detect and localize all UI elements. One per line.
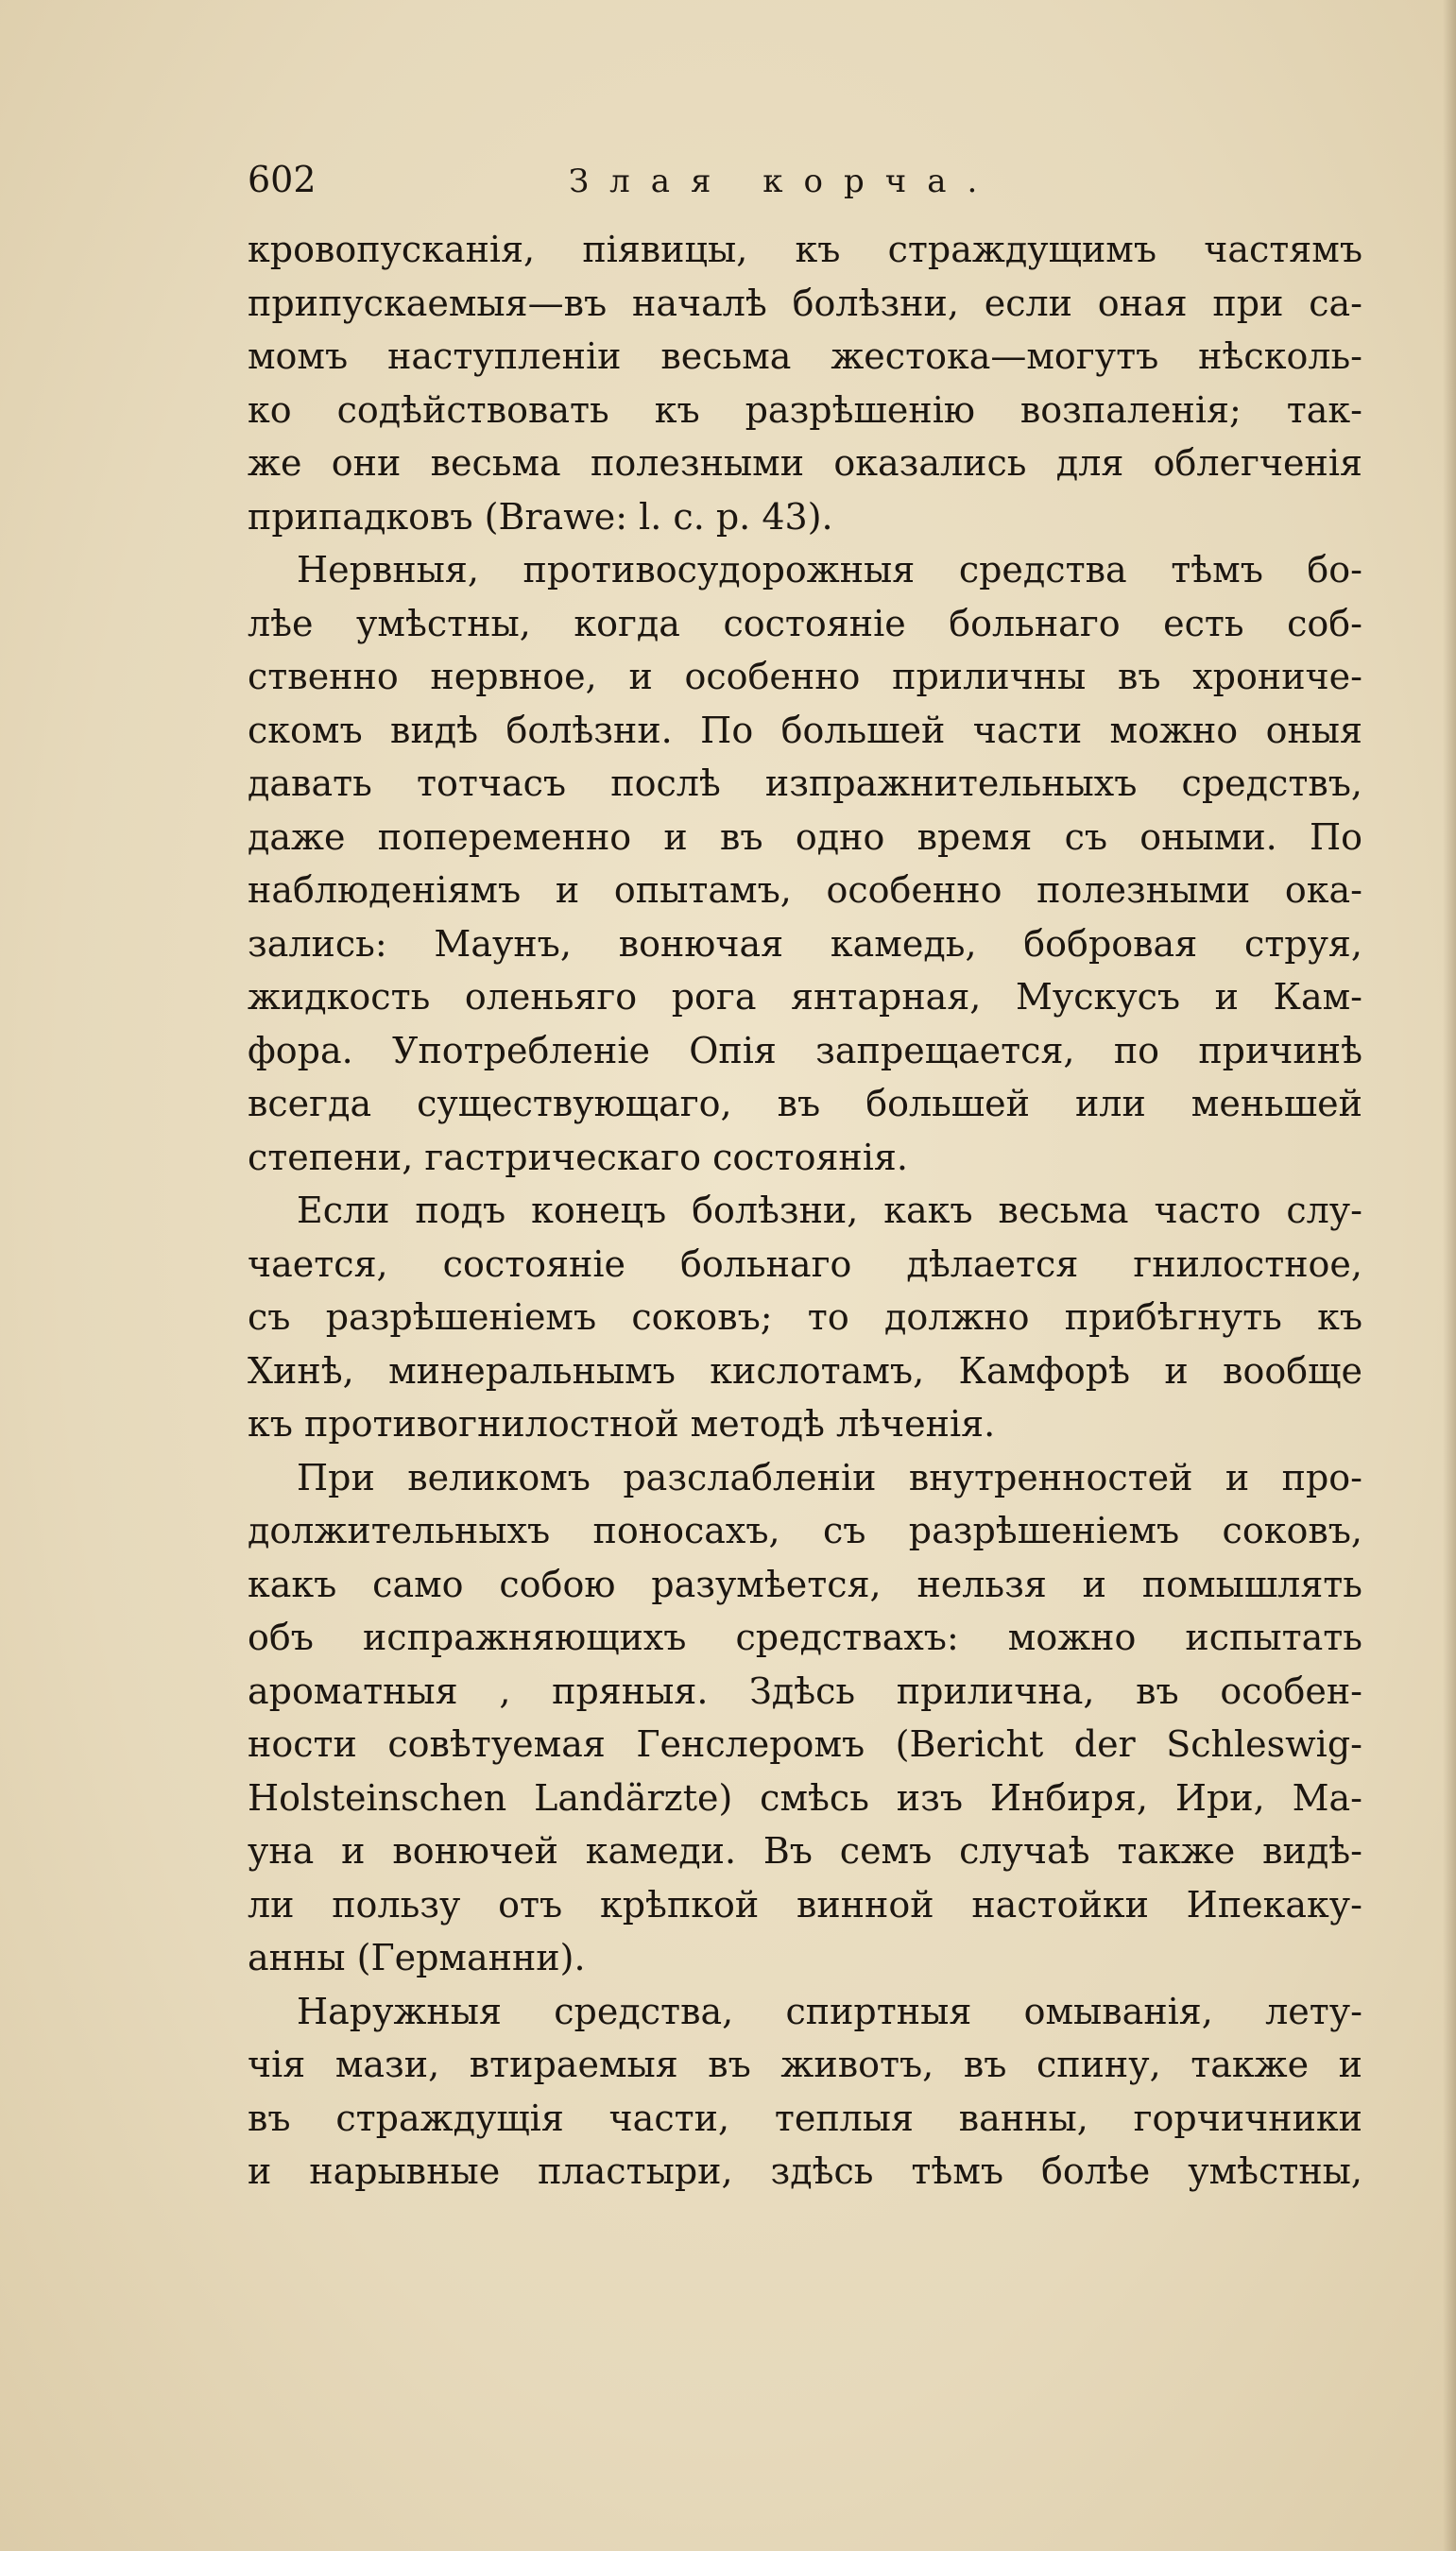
text-line: Наружныя средства, спиртныя омыванія, лету- (297, 1990, 1362, 2032)
text-line: анны (Германни). (248, 1937, 586, 1978)
text-line: Holsteinschen Landärzte) смѣсь изъ Инбиря, Ири, Ма- (248, 1776, 1362, 1819)
text-line: ности совѣтуемая Генслеромъ (Bericht der Schleswig- (248, 1723, 1362, 1765)
page-header (248, 159, 1041, 206)
text-line: степени, гастрическаго состоянія. (248, 1136, 908, 1178)
text-line: скомъ видѣ болѣзни. По большей части можно оныя (248, 709, 1362, 751)
text-line: кровопусканія, піявицы, къ страждущимъ частямъ (248, 229, 1362, 270)
text-line: Нервныя, противосудорожныя средства тѣмъ бо- (297, 549, 1362, 591)
text-line: наблюденіямъ и опытамъ, особенно полезными ока- (248, 869, 1362, 911)
text-line: объ испражняющихъ средствахъ: можно испытать (248, 1617, 1362, 1658)
text-line: чія мази, втираемыя въ животъ, въ спину, также и (248, 2044, 1362, 2085)
text-line: При великомъ разслабленіи внутренностей и про- (297, 1456, 1362, 1498)
text-line: ли пользу отъ крѣпкой винной настойки Ипекаку- (248, 1883, 1362, 1926)
text-line: Если подъ конецъ болѣзни, какъ весьма часто слу- (297, 1190, 1362, 1231)
text-line: чается, состояніе больнаго дѣлается гнилостное, (248, 1242, 1362, 1285)
text-line: въ страждущія части, теплыя ванны, горчичники (248, 2097, 1362, 2139)
text-line: какъ само собою разумѣется, нельзя и помышлять (248, 1563, 1362, 1605)
text-line: припускаемыя—въ началѣ болѣзни, если оная при са- (248, 282, 1362, 324)
text-line: момъ наступленіи весьма жестока—могутъ нѣсколь- (248, 335, 1362, 377)
running-title: Злая корча. (569, 163, 999, 200)
text-line: уна и вонючей камеди. Въ семъ случаѣ также видѣ- (248, 1830, 1362, 1872)
text-line: зались: Маунъ, вонючая камедь, бобровая струя, (248, 922, 1362, 965)
text-line: къ противогнилостной методѣ лѣченія. (248, 1403, 996, 1445)
text-line: Хинѣ, минеральнымъ кислотамъ, Камфорѣ и вообще (248, 1349, 1362, 1392)
text-line: должительныхъ поносахъ, съ разрѣшеніемъ соковъ, (248, 1510, 1362, 1551)
text-line: всегда существующаго, въ большей или меньшей (248, 1083, 1362, 1124)
text-line: жидкость оленьяго рога янтарная, Мускусъ и Кам- (248, 976, 1362, 1018)
text-line: съ разрѣшеніемъ соковъ; то должно прибѣгнуть къ (248, 1296, 1362, 1338)
text-line: и нарывные пластыри, здѣсь тѣмъ болѣе умѣстны, (248, 2150, 1362, 2192)
text-line: ко содѣйствовать къ разрѣшенію возпаленія; так- (248, 388, 1362, 431)
text-line: ственно нервное, и особенно приличны въ хрониче- (248, 656, 1362, 697)
text-line: даже попеременно и въ одно время съ оными. По (248, 815, 1362, 858)
text-line: давать тотчасъ послѣ изпражнительныхъ средствъ, (248, 762, 1362, 804)
text-line: ароматныя , пряныя. Здѣсь прилична, въ особен- (248, 1669, 1362, 1712)
text-line: лѣе умѣстны, когда состояніе больнаго есть соб- (248, 602, 1362, 644)
page-edge-shadow (1443, 0, 1456, 2551)
text-line: припадковъ (Brawe: l. c. p. 43). (248, 495, 833, 538)
body-text (248, 223, 1362, 2199)
text-line: фора. Употребленіе Опія запрещается, по причинѣ (248, 1029, 1362, 1071)
text-line: же они весьма полезными оказались для облегченія (248, 442, 1362, 484)
page-number: 602 (248, 159, 317, 200)
